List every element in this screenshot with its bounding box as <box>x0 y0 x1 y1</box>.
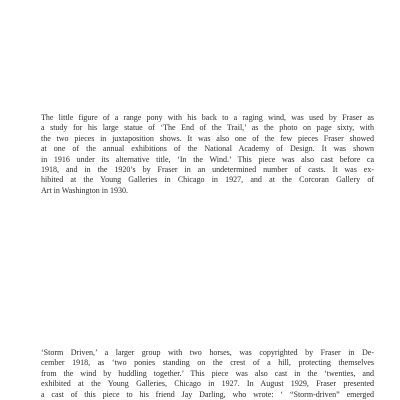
paragraph-range-pony <box>41 113 374 196</box>
text-line: a study for his large statue of ‘The End of the Trail,’ as the photo on page sixty, with <box>41 123 374 133</box>
text-line: a cast of this piece to his friend Jay Darling, who wrote: ‘ “Storm-driven” emerged <box>41 389 374 399</box>
text-line: the two pieces in juxtaposition shows. It was also one of the few pieces Fraser showed <box>41 133 374 143</box>
text-line: in 1916 under its alternative title, ‘In the Wind.’ This piece was also cast before ca <box>41 154 374 164</box>
text-line: Art in Washington in 1930. <box>41 185 128 195</box>
text-line: The little figure of a range pony with his back to a raging wind, was used by Fraser as <box>41 113 374 122</box>
text-line: hibited at the Young Galleries in Chicago in 1927, and at the Corcoran Gallery of <box>41 175 374 185</box>
paragraph-storm-driven <box>41 348 374 400</box>
text-line: cember 1918, as ‘two ponies standing on the crest of a hill, protecting themselves <box>41 358 374 368</box>
text-line: exhibited at the Young Galleries, Chicago in 1927. In August 1929, Fraser presented <box>41 379 374 389</box>
text-line: at one of the annual exhibitions of the National Academy of Design. It was shown <box>41 144 374 154</box>
text-line: 1918, and in the 1920’s by Fraser in an undetermined number of casts. It was ex- <box>41 165 374 175</box>
text-line: from the wind by huddling together.’ This piece was also cast in the ‘twenties, and <box>41 368 374 378</box>
text-line: ‘Storm Driven,’ a larger group with two horses, was copyrighted by Fraser in De- <box>41 348 374 357</box>
